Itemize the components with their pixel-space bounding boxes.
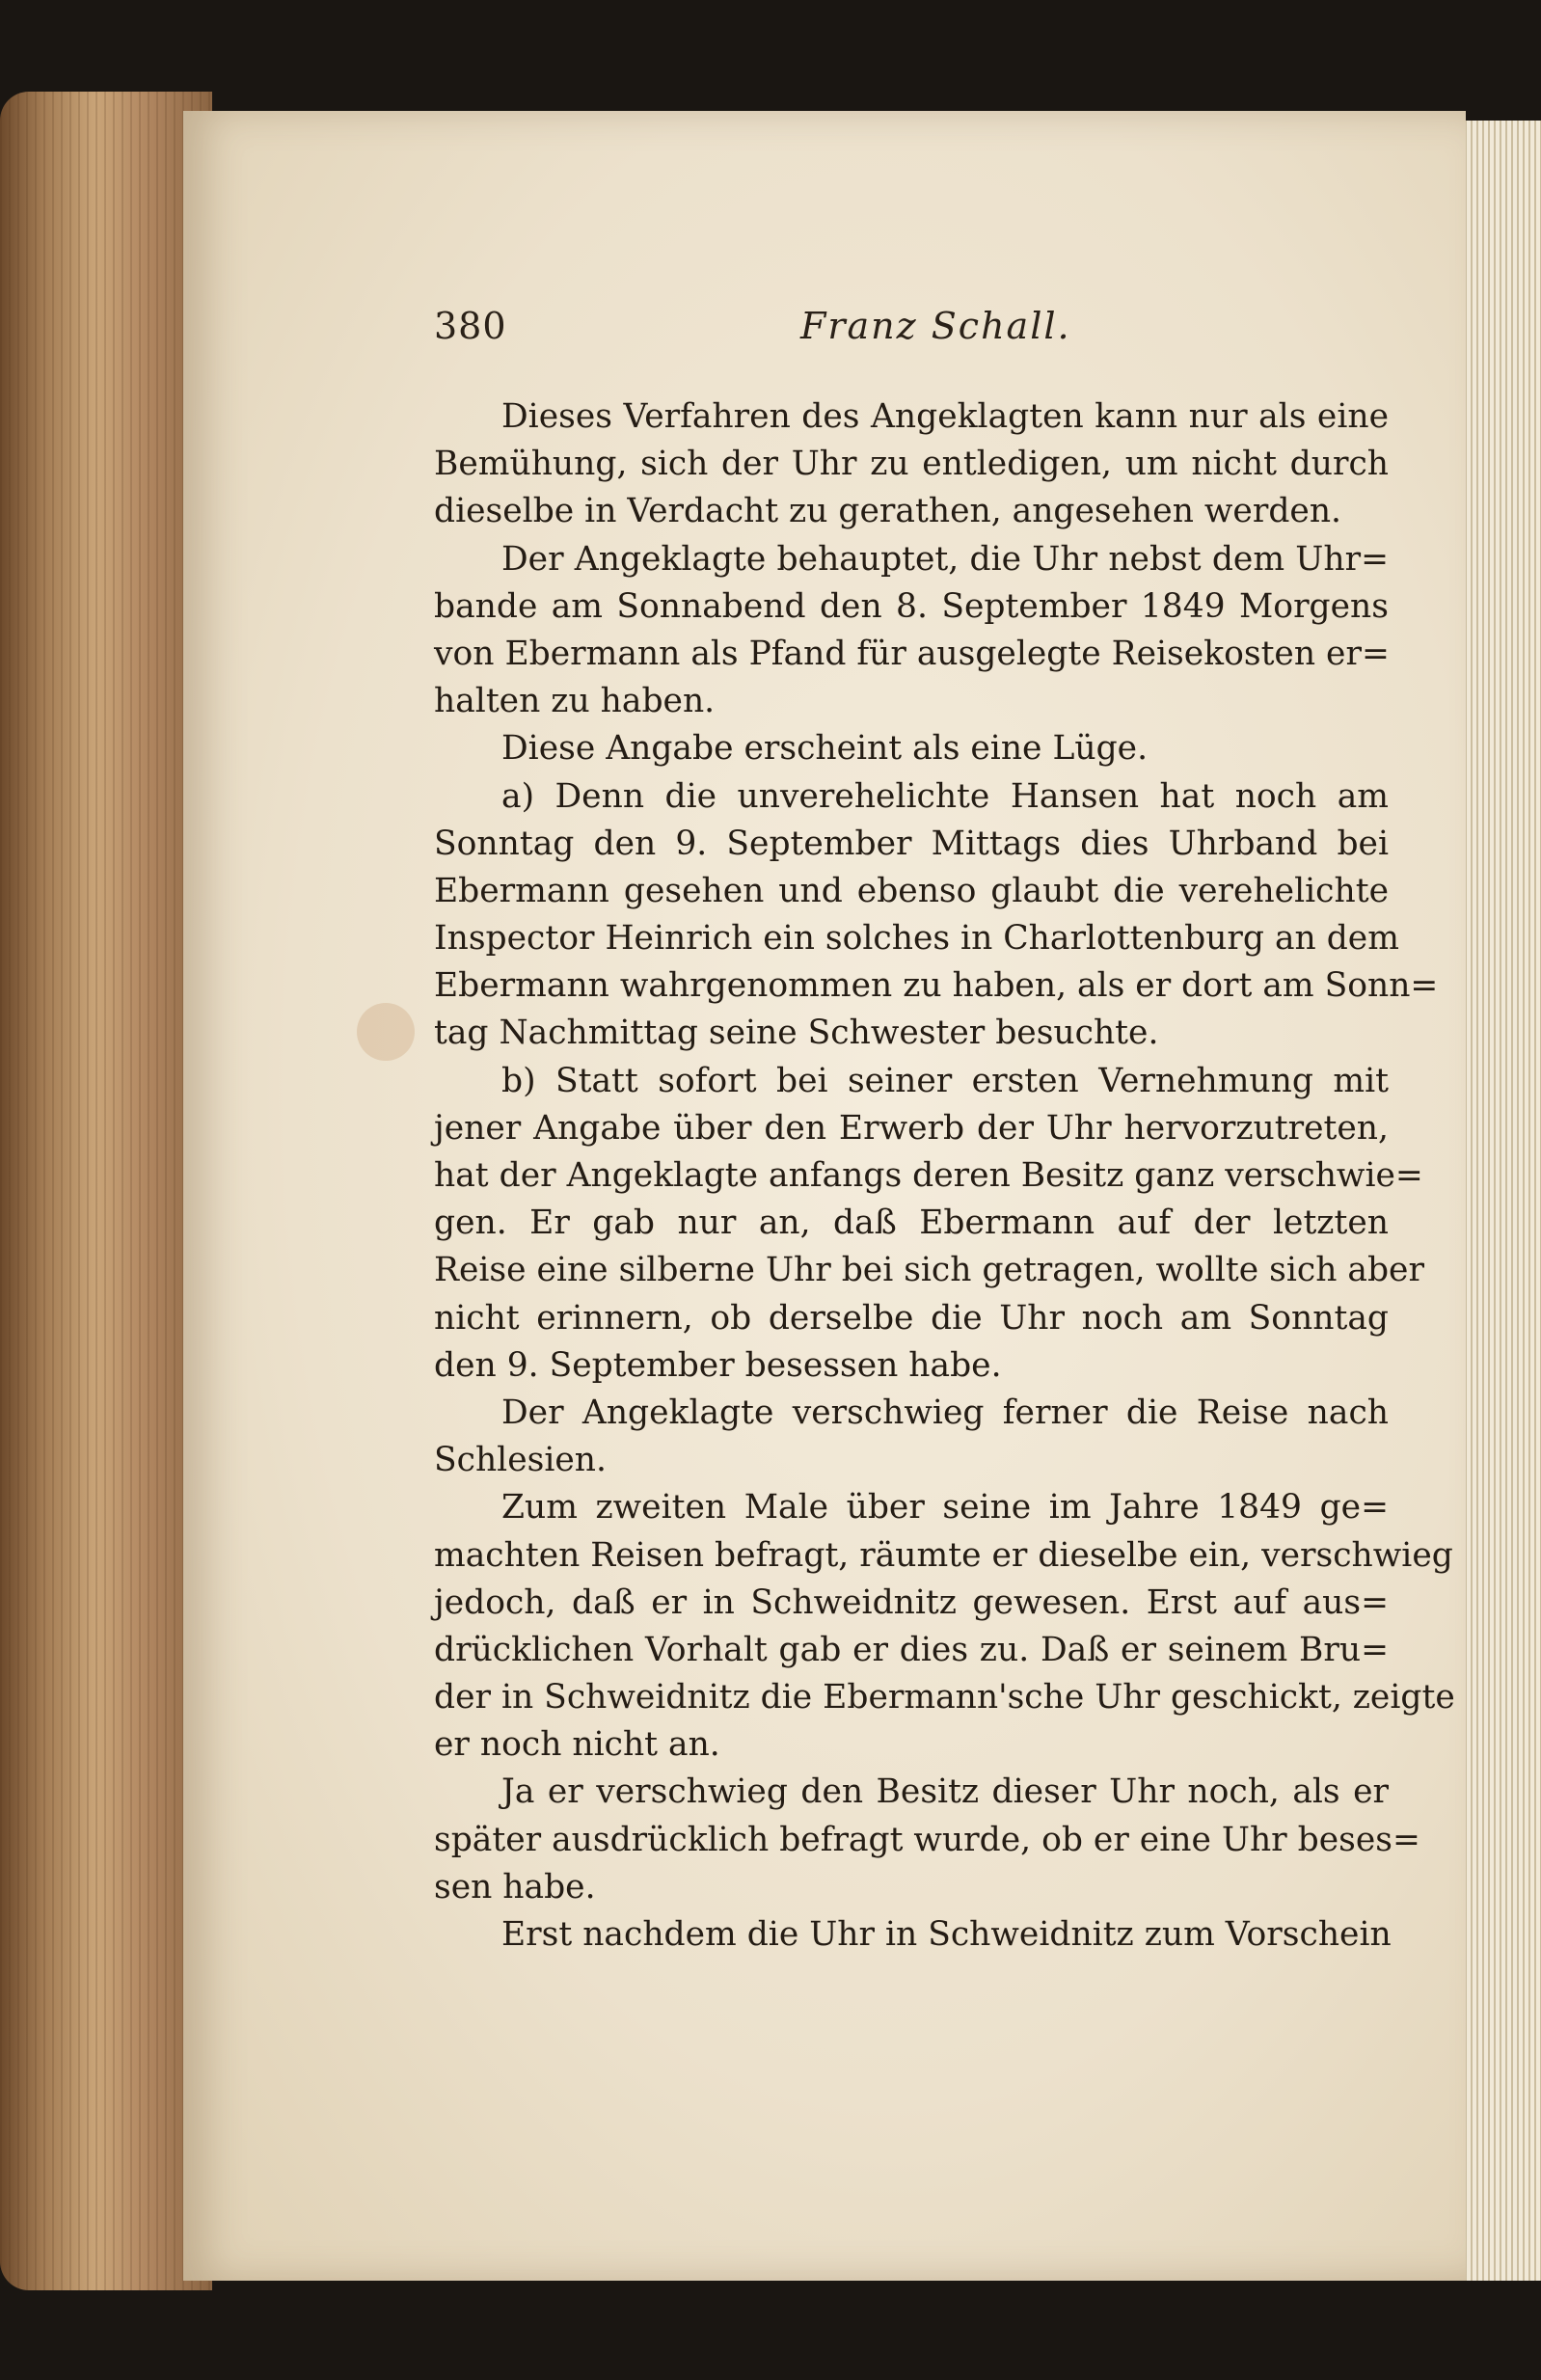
- text-line: Zum zweiten Male über seine im Jahre 1849 ge=: [501, 1488, 1389, 1528]
- text-line: Ebermann gesehen und ebenso glaubt die verehelichte: [434, 871, 1389, 910]
- text-line: später ausdrücklich befragt wurde, ob er eine Uhr beses=: [434, 1820, 1420, 1859]
- text-line: Schlesien.: [434, 1441, 607, 1480]
- text-line: Der Angeklagte verschwieg ferner die Reise nach: [501, 1393, 1389, 1432]
- text-line: Der Angeklagte behauptet, die Uhr nebst dem Uhr=: [501, 539, 1389, 579]
- text-line: der in Schweidnitz die Ebermann'sche Uhr geschickt, zeigte: [434, 1678, 1455, 1717]
- text-line: Reise eine silberne Uhr bei sich getragen, wollte sich aber: [434, 1251, 1424, 1290]
- text-line: sen habe.: [434, 1867, 596, 1907]
- text-line: machten Reisen befragt, räumte er dieselbe ein, verschwieg: [434, 1535, 1453, 1575]
- text-line: Ebermann wahrgenommen zu haben, als er dort am Sonn=: [434, 966, 1439, 1006]
- text-line: Inspector Heinrich ein solches in Charlottenburg an dem: [434, 919, 1399, 959]
- text-line: nicht erinnern, ob derselbe die Uhr noch am Sonntag: [434, 1298, 1389, 1338]
- text-line: dieselbe in Verdacht zu gerathen, angesehen werden.: [434, 492, 1342, 531]
- text-line: von Ebermann als Pfand für ausgelegte Reisekosten er=: [434, 634, 1390, 673]
- text-line: bande am Sonnabend den 8. September 1849 Morgens: [434, 586, 1389, 626]
- text-line: Dieses Verfahren des Angeklagten kann nur als eine: [501, 397, 1389, 436]
- text-line: den 9. September besessen habe.: [434, 1345, 1002, 1385]
- page-header: [434, 305, 1398, 353]
- text-line: b) Statt sofort bei seiner ersten Vernehmung mit: [501, 1061, 1389, 1100]
- text-line: drücklichen Vorhalt gab er dies zu. Daß er seinem Bru=: [434, 1630, 1389, 1669]
- page-edge-left: [0, 92, 212, 2290]
- text-line: Erst nachdem die Uhr in Schweidnitz zum Vorschein: [501, 1915, 1392, 1954]
- running-title: Franz Schall.: [800, 305, 1071, 347]
- body-text: [434, 393, 1455, 1959]
- text-line: jener Angabe über den Erwerb der Uhr hervorzutreten,: [434, 1108, 1389, 1148]
- text-line: gen. Er gab nur an, daß Ebermann auf der letzten: [434, 1204, 1389, 1243]
- text-line: hat der Angeklagte anfangs deren Besitz ganz verschwie=: [434, 1156, 1423, 1195]
- text-line: halten zu haben.: [434, 682, 716, 721]
- page-edge-right: [1461, 121, 1541, 2281]
- text-line: Diese Angabe erscheint als eine Lüge.: [501, 729, 1149, 769]
- text-line: er noch nicht an.: [434, 1725, 720, 1765]
- text-line: a) Denn die unverehelichte Hansen hat noch am: [501, 776, 1389, 816]
- page-number: 380: [434, 305, 507, 347]
- text-line: jedoch, daß er in Schweidnitz gewesen. Erst auf aus=: [434, 1582, 1389, 1622]
- text-line: tag Nachmittag seine Schwester besuchte.: [434, 1014, 1159, 1053]
- text-line: Bemühung, sich der Uhr zu entledigen, um nicht durch: [434, 445, 1389, 484]
- text-line: Ja er verschwieg den Besitz dieser Uhr noch, als er: [501, 1772, 1389, 1812]
- paper-stain: [357, 1003, 415, 1061]
- text-line: Sonntag den 9. September Mittags dies Uhrband bei: [434, 824, 1389, 863]
